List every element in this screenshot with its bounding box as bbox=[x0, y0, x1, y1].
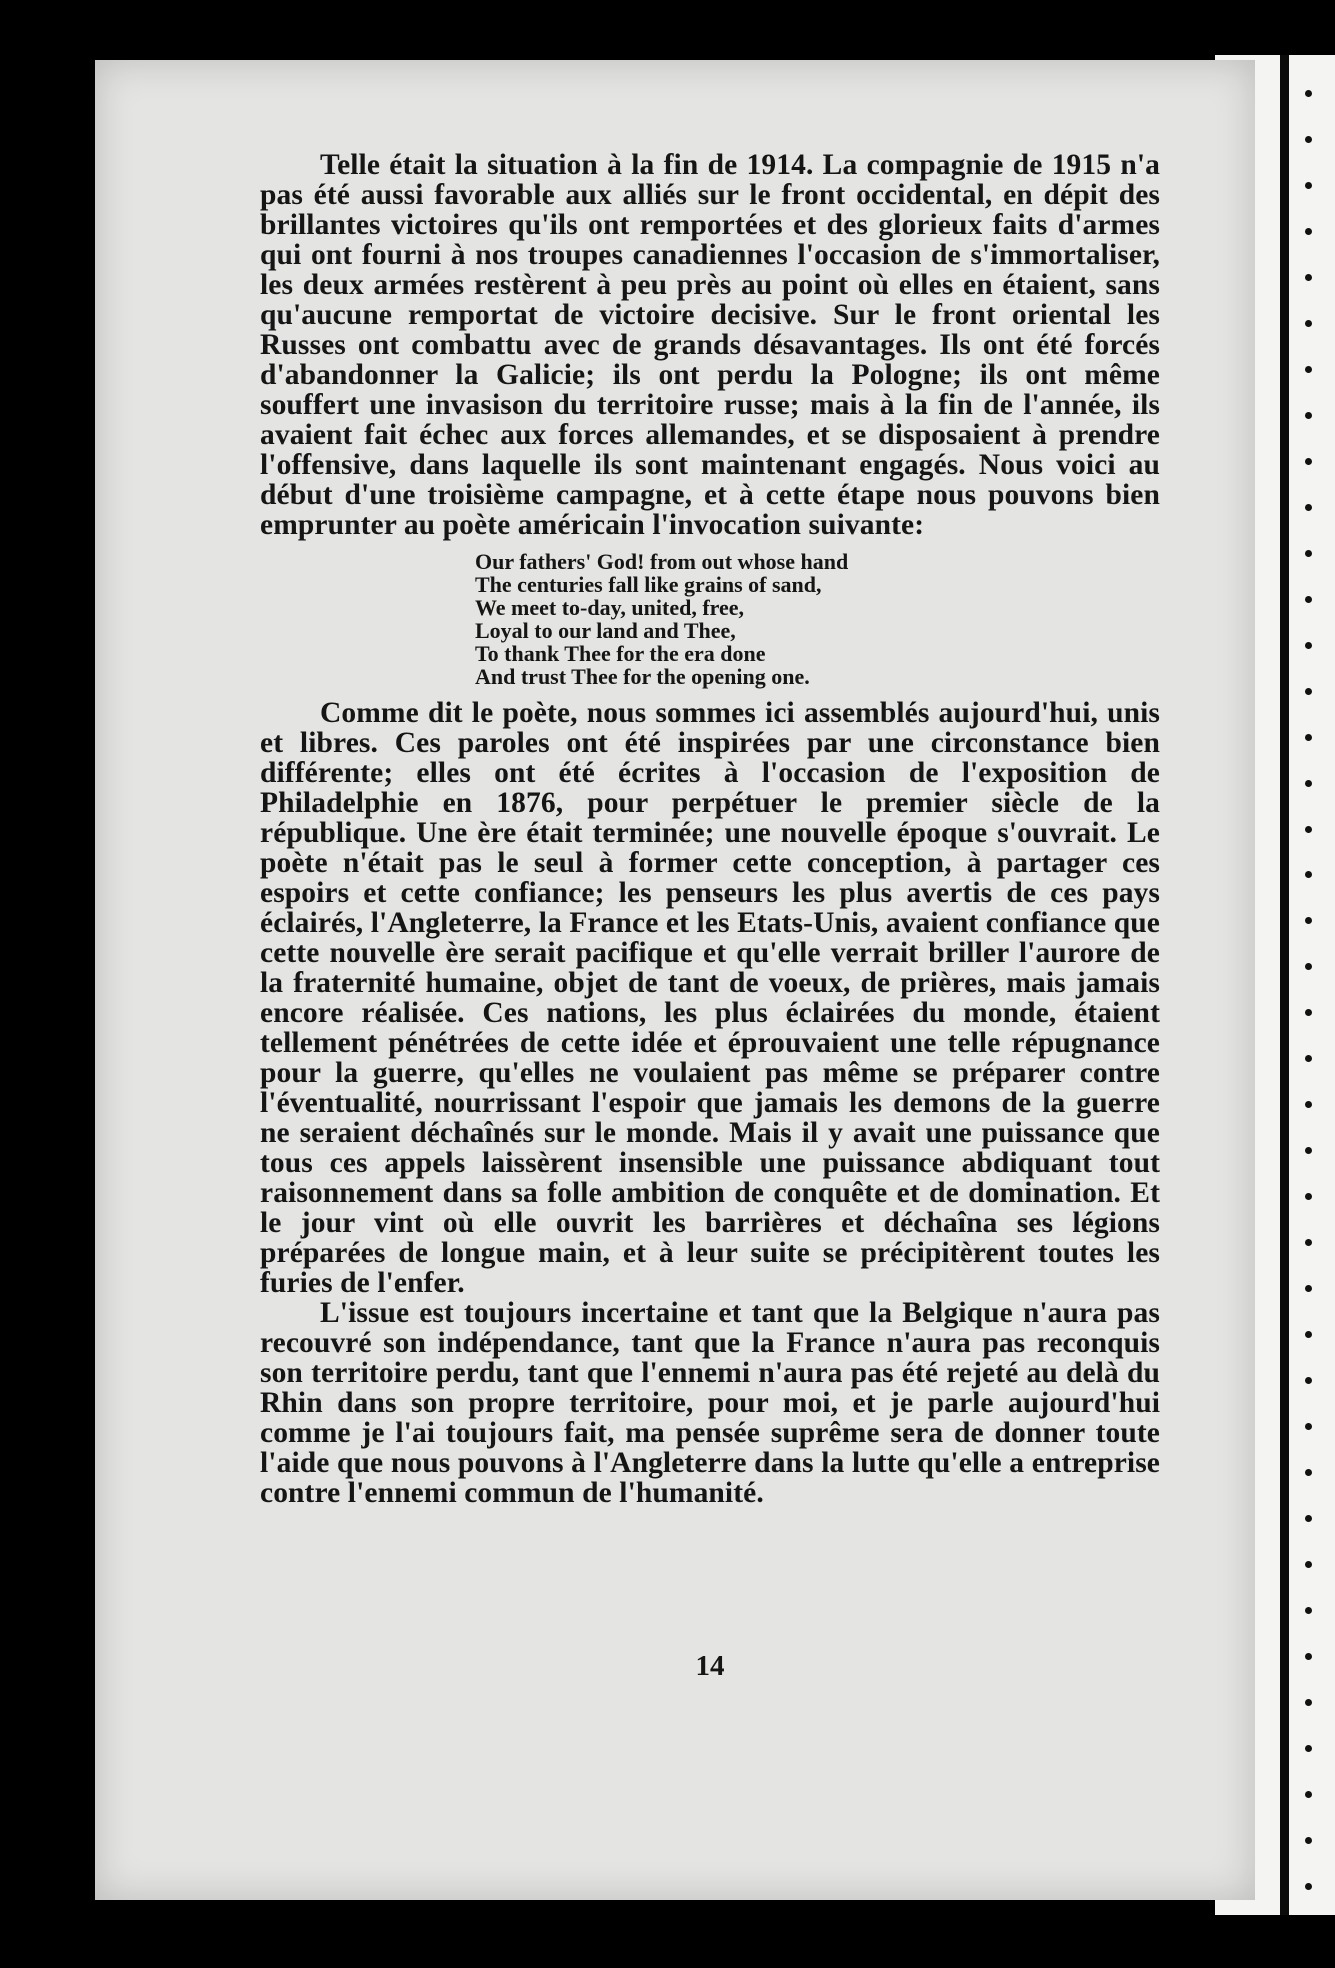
binding-stitch bbox=[1305, 412, 1312, 419]
poem-line: Our fathers' God! from out whose hand bbox=[475, 549, 849, 574]
poem-line: Loyal to our land and Thee, bbox=[475, 618, 736, 643]
binding-stitch bbox=[1305, 458, 1312, 465]
binding-stitch bbox=[1305, 366, 1312, 373]
binding-stitch bbox=[1305, 1193, 1312, 1200]
binding-stitch bbox=[1305, 1745, 1312, 1752]
binding-stitch bbox=[1305, 596, 1312, 603]
poem-line: The centuries fall like grains of sand, bbox=[475, 572, 822, 597]
binding-edge bbox=[1280, 55, 1289, 1915]
binding-stitch bbox=[1305, 826, 1312, 833]
binding-stitch bbox=[1305, 1515, 1312, 1522]
binding-stitch bbox=[1305, 274, 1312, 281]
poem-line: To thank Thee for the era done bbox=[475, 641, 766, 666]
binding-stitch bbox=[1305, 1009, 1312, 1016]
binding-stitch bbox=[1305, 550, 1312, 557]
binding-stitch bbox=[1305, 917, 1312, 924]
poem-line: And trust Thee for the opening one. bbox=[475, 664, 810, 689]
binding-stitch bbox=[1305, 1377, 1312, 1384]
binding-stitch bbox=[1305, 90, 1312, 97]
binding-stitch bbox=[1305, 1285, 1312, 1292]
paragraph-1: Telle était la situation à la fin de 1914. La compagnie de 1915 n'a pas été aussi favorable aux alliés sur le front occidental, en dépit des brillantes victoires qu'ils ont remportées et des glorieux faits d'armes qui ont fourni à nos troupes canadiennes l'occasion de s'immortaliser, les deux armées restèrent à peu près au point où elles en étaient, sans qu'aucune remportat de victoire decisive. Sur le front oriental les Russes ont combattu avec de grands désavantages. Ils ont été forcés d'abandonner la Galicie; ils ont perdu la Pologne; ils ont même souffert une invasison du territoire russe; mais à la fin de l'année, ils avaient fait échec aux forces allemandes, et se disposaient à prendre l'offensive, dans laquelle ils sont maintenant engagés. Nous voici au début d'une troisième campagne, et à cette étape nous pouvons bien emprunter au poète américain l'invocation suivante: bbox=[260, 149, 1160, 541]
binding-stitch bbox=[1305, 963, 1312, 970]
binding-stitch bbox=[1305, 1791, 1312, 1798]
page-text bbox=[260, 150, 1160, 1508]
binding-stitch bbox=[1305, 1423, 1312, 1430]
binding-stitch bbox=[1305, 1699, 1312, 1706]
binding-stitch bbox=[1305, 182, 1312, 189]
binding-stitches-right bbox=[1305, 90, 1317, 1890]
binding-stitch bbox=[1305, 320, 1312, 327]
poem-line: We meet to-day, united, free, bbox=[475, 595, 745, 620]
binding-stitch bbox=[1305, 1883, 1312, 1890]
binding-stitch bbox=[1305, 1653, 1312, 1660]
binding-stitch bbox=[1305, 642, 1312, 649]
binding-stitch bbox=[1305, 1055, 1312, 1062]
binding-stitch bbox=[1305, 734, 1312, 741]
binding-stitch bbox=[1305, 1101, 1312, 1108]
binding-stitch bbox=[1305, 1469, 1312, 1476]
binding-stitch bbox=[1305, 1561, 1312, 1568]
binding-stitch bbox=[1305, 1239, 1312, 1246]
binding-stitch bbox=[1305, 504, 1312, 511]
binding-stitch bbox=[1305, 1837, 1312, 1844]
paragraph-3: L'issue est toujours incertaine et tant que la Belgique n'aura pas recouvré son indépendance, tant que la France n'aura pas reconquis son territoire perdu, tant que l'ennemi n'aura pas été rejeté au delà du Rhin dans son propre territoire, pour moi, et je parle aujourd'hui comme je l'ai toujours fait, ma pensée suprême sera de donner toute l'aide que nous pouvons à l'Angleterre dans la lutte qu'elle a entreprise contre l'ennemi commun de l'humanité. bbox=[260, 1297, 1160, 1509]
binding-stitch bbox=[1305, 780, 1312, 787]
paragraph-2: Comme dit le poète, nous sommes ici assemblés aujourd'hui, unis et libres. Ces paroles ont été inspirées par une circonstance bien différente; elles ont été écrites à l'occasion de l'exposition de Philadelphie en 1876, pour perpétuer le premier siècle de la république. Une ère était terminée; une nouvelle époque s'ouvrait. Le poète n'était pas le seul à former cette conception, à partager ces espoirs et cette confiance; les penseurs les plus avertis de ces pays éclairés, l'Angleterre, la France et les Etats-Unis, avaient confiance que cette nouvelle ère serait pacifique et qu'elle verrait briller l'aurore de la fraternité humaine, objet de tant de voeux, de prières, mais jamais encore réalisée. Ces nations, les plus éclairées du monde, étaient tellement pénétrées de cette idée et éprouvaient une telle répugnance pour la guerre, qu'elles ne voulaient pas même se préparer contre l'éventualité, nourrissant l'espoir que jamais les demons de la guerre ne seraient déchaînés sur le monde. Mais il y avait une puissance que tous ces appels laissèrent insensible une puissance abdiquant tout raisonnement dans sa folle ambition de conquête et de domination. Et le jour vint où elle ouvrit les barrières et déchaîna ses légions préparées de longue main, et à leur suite se précipitèrent toutes les furies de l'enfer. bbox=[260, 697, 1160, 1299]
binding-stitch bbox=[1305, 688, 1312, 695]
binding-stitch bbox=[1305, 1331, 1312, 1338]
binding-stitch bbox=[1305, 1147, 1312, 1154]
binding-stitch bbox=[1305, 871, 1312, 878]
binding-stitch bbox=[1305, 228, 1312, 235]
page-number: 14 bbox=[695, 1650, 725, 1682]
binding-stitch bbox=[1305, 136, 1312, 143]
binding-stitch bbox=[1305, 1607, 1312, 1614]
poem-quote bbox=[475, 550, 1160, 688]
